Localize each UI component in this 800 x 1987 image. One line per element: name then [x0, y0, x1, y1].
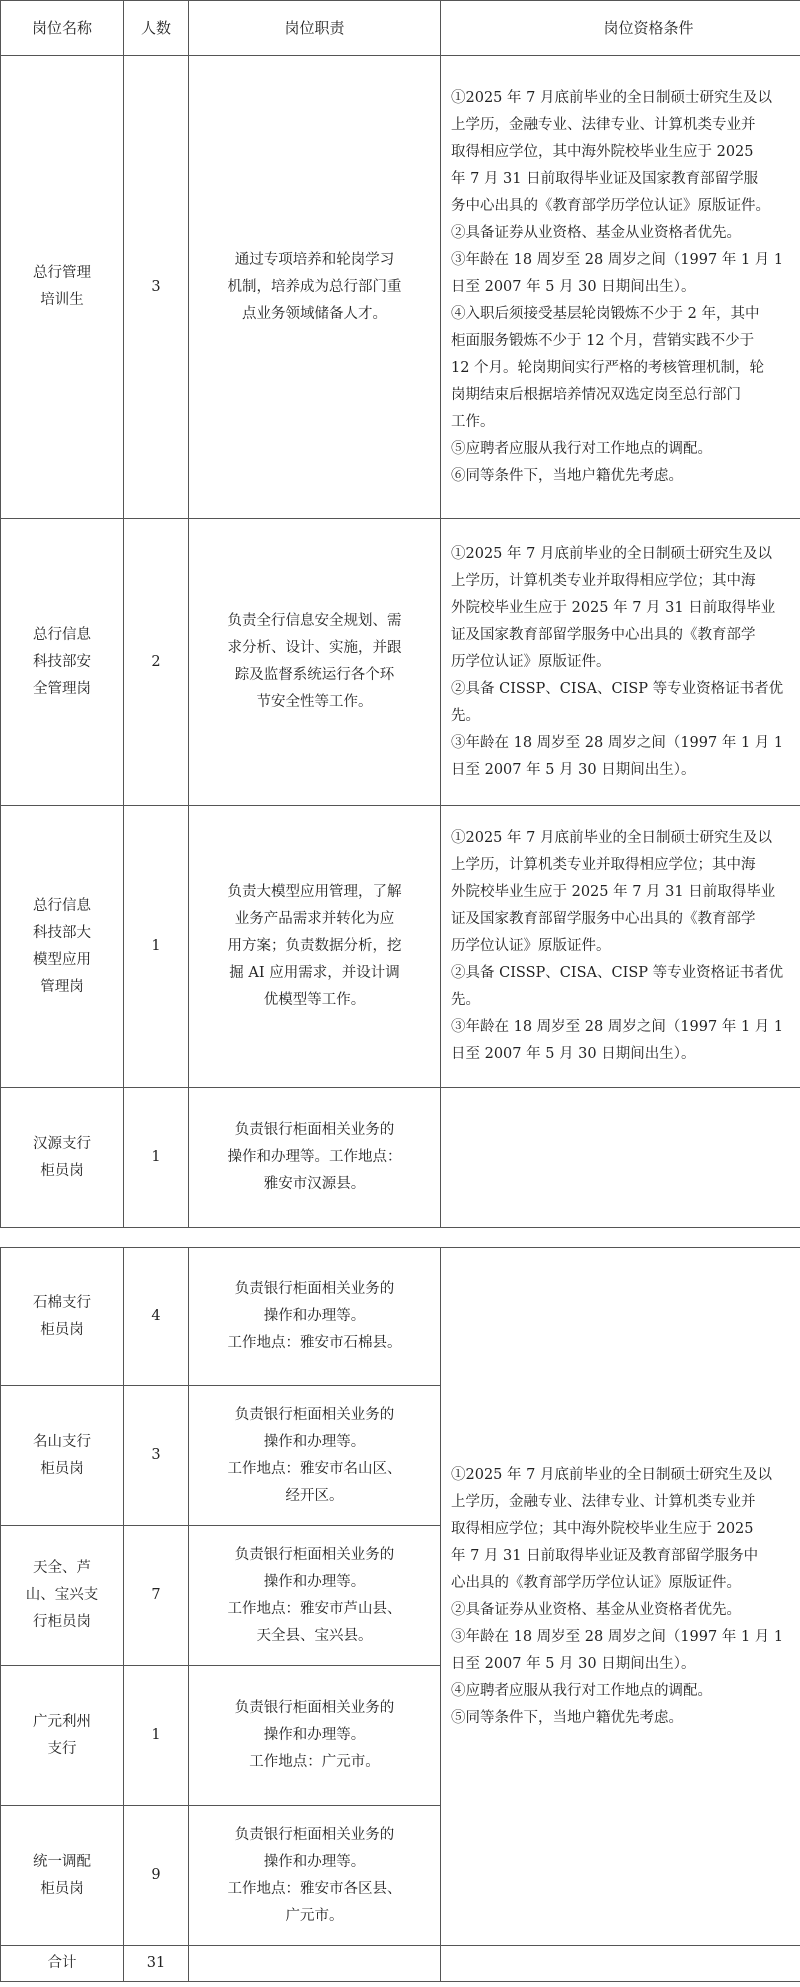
- header-qualifications: 岗位资格条件: [441, 1, 800, 56]
- table-row: [1, 519, 800, 806]
- headcount: 7: [124, 1526, 189, 1666]
- total-count: 31: [124, 1946, 189, 1982]
- headcount: 4: [124, 1248, 189, 1386]
- req-line: 日至 2007 年 5 月 30 日期间出生）。: [451, 278, 696, 295]
- name-line: 柜员岗: [40, 1321, 84, 1338]
- duty-line: 业务产品需求并转化为应: [234, 911, 395, 927]
- req-line: 务中心出具的《教育部学历学位认证》原版证件。: [451, 197, 770, 214]
- name-line: 总行管理: [33, 265, 91, 281]
- headcount: 1: [124, 1666, 189, 1806]
- name-line: 柜员岗: [40, 1880, 84, 1897]
- name-line: 汉源支行: [33, 1135, 91, 1152]
- name-line: 培训生: [40, 292, 84, 308]
- position-name: [1, 1806, 124, 1946]
- req-line: ⑥同等条件下，当地户籍优先考虑。: [451, 467, 683, 484]
- total-label: 合计: [1, 1946, 124, 1982]
- duty-line: 点业务领域储备人才。: [242, 305, 387, 322]
- duty-line: 工作地点：雅安市石棉县。: [227, 1335, 402, 1351]
- req-line: 证及国家教育部留学服务中心出具的《教育部学: [451, 626, 756, 643]
- table-row: [1, 1088, 800, 1228]
- req-line: ①2025 年 7 月底前毕业的全日制硕士研究生及以: [451, 89, 772, 106]
- duty-line: 工作地点：广元市。: [249, 1754, 380, 1770]
- name-line: 科技部安: [33, 653, 91, 670]
- position-name: [1, 806, 124, 1088]
- req-line: 12 个月。轮岗期间实行严格的考核管理机制，轮: [451, 359, 765, 376]
- req-line: 年 7 月 31 日前取得毕业证及教育部留学服务中: [451, 1547, 759, 1564]
- duty-line: 负责银行柜面相关业务的: [234, 1700, 395, 1716]
- position-name: [1, 1386, 124, 1526]
- req-line: ①2025 年 7 月底前毕业的全日制硕士研究生及以: [451, 545, 772, 562]
- table-row: [1, 56, 800, 519]
- duty-line: 天全县、宝兴县。: [256, 1627, 373, 1644]
- headcount: 1: [124, 806, 189, 1088]
- name-line: 统一调配: [33, 1853, 91, 1870]
- req-line: 岗期结束后根据培养情况双选定岗至总行部门: [451, 386, 741, 403]
- req-line: 外院校毕业生应于 2025 年 7 月 31 日前取得毕业: [451, 884, 776, 900]
- duty-line: 工作地点：雅安市名山区、: [227, 1460, 402, 1477]
- duty-line: 负责银行柜面相关业务的: [234, 1546, 395, 1563]
- req-line: ①2025 年 7 月底前毕业的全日制硕士研究生及以: [451, 830, 772, 846]
- headcount: 3: [124, 56, 189, 519]
- duty-line: 工作地点：雅安市各区县、: [227, 1880, 402, 1897]
- position-name: [1, 519, 124, 806]
- duty-line: 优模型等工作。: [263, 992, 366, 1008]
- req-line: 日至 2007 年 5 月 30 日期间出生）。: [451, 1046, 696, 1062]
- name-line: 柜员岗: [40, 1460, 84, 1477]
- req-line: ③年龄在 18 周岁至 28 周岁之间（1997 年 1 月 1: [451, 251, 784, 268]
- req-line: 工作。: [451, 413, 495, 430]
- req-line: ②具备 CISSP、CISA、CISP 等专业资格证书者优: [451, 965, 784, 981]
- name-line: 管理岗: [40, 978, 84, 995]
- name-line: 名山支行: [33, 1433, 91, 1450]
- req-line: ⑤同等条件下，当地户籍优先考虑。: [451, 1709, 683, 1726]
- name-line: 柜员岗: [40, 1162, 84, 1179]
- total-row: [1, 1946, 800, 1982]
- req-line: 外院校毕业生应于 2025 年 7 月 31 日前取得毕业: [451, 599, 776, 616]
- position-name: [1, 1526, 124, 1666]
- req-line: 取得相应学位；其中海外院校毕业生应于 2025: [451, 1520, 754, 1537]
- duty-line: 操作和办理等。: [263, 1853, 366, 1870]
- req-line: 日至 2007 年 5 月 30 日期间出生）。: [451, 761, 696, 778]
- headcount: 3: [124, 1386, 189, 1526]
- req-line: 先。: [451, 992, 480, 1008]
- duty-line: 踪及监督系统运行各个环: [234, 667, 395, 683]
- req-line: 上学历，金融专业、法律专业、计算机类专业并: [451, 116, 756, 133]
- req-line: 年 7 月 31 日前取得毕业证及国家教育部留学服: [451, 170, 759, 187]
- duty-text: [189, 1806, 441, 1946]
- table-row: [1, 1248, 800, 1386]
- req-line: 历学位认证》原版证件。: [451, 938, 611, 954]
- name-line: 行柜员岗: [33, 1614, 91, 1630]
- duty-line: 操作和办理等。工作地点：: [227, 1149, 402, 1165]
- duty-text: [189, 56, 441, 519]
- qualification-text: [441, 806, 800, 1088]
- duty-line: 机制，培养成为总行部门重: [227, 278, 402, 295]
- duty-line: 工作地点：雅安市芦山县、: [227, 1600, 402, 1617]
- req-line: ②具备证券从业资格、基金从业资格者优先。: [451, 1601, 741, 1618]
- name-line: 石棉支行: [33, 1294, 91, 1311]
- header-position-name: 岗位名称: [1, 1, 124, 56]
- duty-text: [189, 519, 441, 806]
- duty-line: 经开区。: [285, 1487, 344, 1504]
- duty-text: [189, 1386, 441, 1526]
- req-line: ⑤应聘者应服从我行对工作地点的调配。: [451, 440, 712, 457]
- duty-line: 雅安市汉源县。: [263, 1176, 366, 1192]
- req-line: 心出具的《教育部学历学位认证》原版证件。: [451, 1574, 741, 1591]
- header-duties: 岗位职责: [189, 1, 441, 56]
- req-line: 取得相应学位，其中海外院校毕业生应于 2025: [451, 143, 754, 160]
- total-empty-cell: [441, 1946, 800, 1982]
- duty-line: 节安全性等工作。: [256, 694, 373, 710]
- duty-line: 求分析、设计、实施，并跟: [227, 640, 402, 656]
- req-line: 上学历，计算机类专业并取得相应学位；其中海: [451, 857, 756, 873]
- duty-text: [189, 806, 441, 1088]
- headcount: 2: [124, 519, 189, 806]
- position-name: [1, 1248, 124, 1386]
- duty-line: 操作和办理等。: [263, 1573, 366, 1590]
- header-headcount: 人数: [124, 1, 189, 56]
- table-header-row: [1, 1, 800, 56]
- name-line: 支行: [47, 1740, 77, 1757]
- req-line: 柜面服务锻炼不少于 12 个月，营销实践不少于: [451, 332, 755, 349]
- headcount: 9: [124, 1806, 189, 1946]
- duty-line: 操作和办理等。: [263, 1433, 366, 1450]
- total-empty-cell: [189, 1946, 441, 1982]
- duty-line: 广元市。: [285, 1907, 344, 1924]
- req-line: ③年龄在 18 周岁至 28 周岁之间（1997 年 1 月 1: [451, 1628, 784, 1645]
- req-line: 先。: [451, 707, 480, 724]
- duty-text: [189, 1248, 441, 1386]
- name-line: 广元利州: [33, 1713, 91, 1730]
- table-row: [1, 806, 800, 1088]
- duty-line: 掘 AI 应用需求，并设计调: [229, 965, 400, 981]
- name-line: 山、宝兴支: [25, 1587, 99, 1603]
- req-line: ①2025 年 7 月底前毕业的全日制硕士研究生及以: [451, 1466, 772, 1483]
- duty-line: 负责银行柜面相关业务的: [234, 1406, 395, 1423]
- duty-line: 负责银行柜面相关业务的: [234, 1122, 395, 1138]
- qualification-text: [441, 56, 800, 519]
- qualification-text-shared: [441, 1248, 800, 1946]
- req-line: 上学历，计算机类专业并取得相应学位；其中海: [451, 572, 756, 589]
- req-line: 证及国家教育部留学服务中心出具的《教育部学: [451, 911, 756, 927]
- duty-text: [189, 1666, 441, 1806]
- qualification-text-empty: [441, 1088, 800, 1228]
- req-line: ④入职后须接受基层轮岗锻炼不少于 2 年，其中: [451, 305, 760, 322]
- duty-line: 通过专项培养和轮岗学习: [234, 251, 395, 268]
- qualification-text: [441, 519, 800, 806]
- req-line: ②具备 CISSP、CISA、CISP 等专业资格证书者优: [451, 680, 784, 697]
- duty-line: 负责银行柜面相关业务的: [234, 1826, 395, 1843]
- duty-line: 负责全行信息安全规划、需: [227, 613, 402, 629]
- req-line: 上学历，金融专业、法律专业、计算机类专业并: [451, 1493, 756, 1510]
- name-line: 模型应用: [33, 951, 91, 968]
- name-line: 全管理岗: [33, 680, 91, 697]
- duty-line: 负责银行柜面相关业务的: [234, 1281, 395, 1297]
- name-line: 天全、芦: [33, 1560, 91, 1576]
- recruitment-table-part2: [0, 1247, 800, 1982]
- duty-text: [189, 1526, 441, 1666]
- req-line: 历学位认证》原版证件。: [451, 653, 611, 670]
- name-line: 科技部大: [33, 924, 91, 941]
- duty-line: 用方案；负责数据分析，挖: [227, 938, 402, 954]
- req-line: 日至 2007 年 5 月 30 日期间出生）。: [451, 1655, 696, 1672]
- req-line: ④应聘者应服从我行对工作地点的调配。: [451, 1682, 712, 1699]
- req-line: ②具备证券从业资格、基金从业资格者优先。: [451, 224, 741, 241]
- req-line: ③年龄在 18 周岁至 28 周岁之间（1997 年 1 月 1: [451, 734, 784, 751]
- name-line: 总行信息: [33, 897, 91, 914]
- req-line: ③年龄在 18 周岁至 28 周岁之间（1997 年 1 月 1: [451, 1019, 784, 1035]
- duty-line: 操作和办理等。: [263, 1308, 366, 1324]
- duty-line: 操作和办理等。: [263, 1727, 366, 1743]
- headcount: 1: [124, 1088, 189, 1228]
- duty-text: [189, 1088, 441, 1228]
- position-name: [1, 56, 124, 519]
- name-line: 总行信息: [33, 626, 91, 643]
- duty-line: 负责大模型应用管理，了解: [227, 884, 402, 900]
- position-name: [1, 1088, 124, 1228]
- position-name: [1, 1666, 124, 1806]
